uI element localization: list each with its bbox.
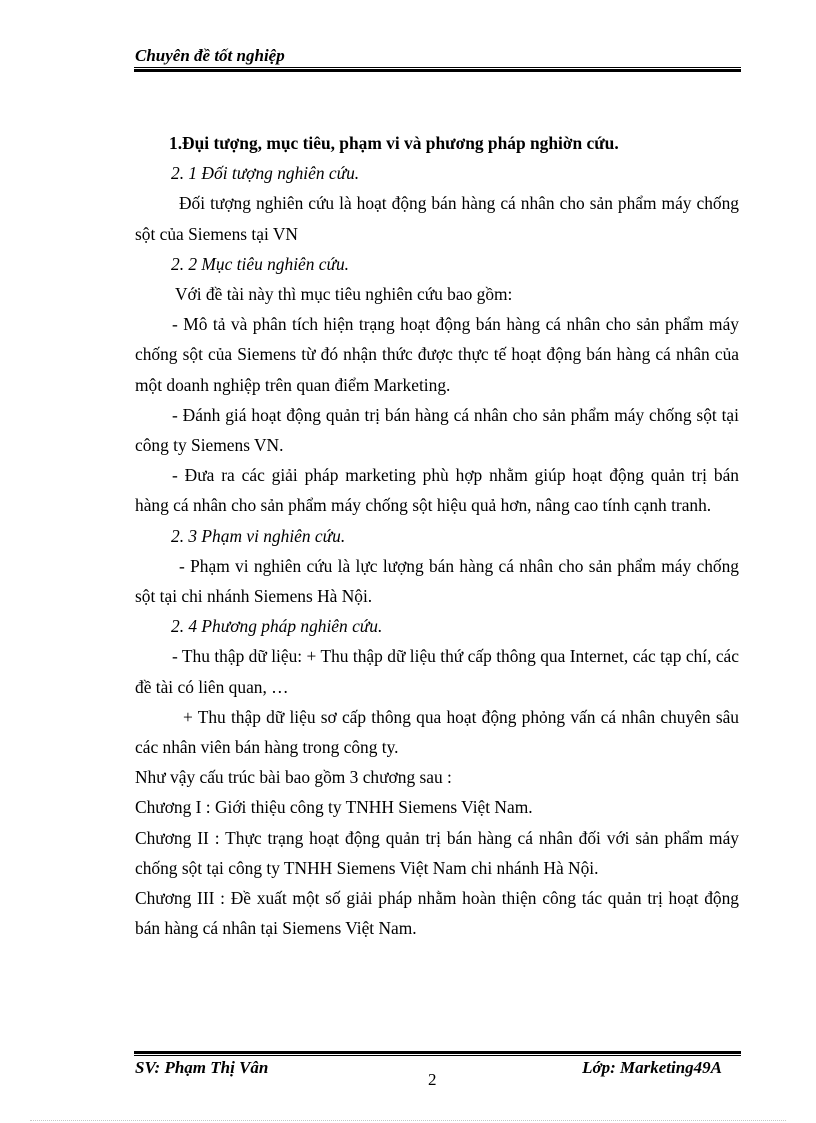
page-number: 2	[428, 1070, 437, 1089]
chapter-2: Chương II : Thực trạng hoạt động quản trị bán hàng cá nhân đối với sản phẩm máy chống sột tại công ty TNHH Siemens Việt Nam chi nhánh Hà Nội.	[135, 827, 739, 878]
structure-intro: Như vậy cấu trúc bài bao gồm 3 chương sau :	[135, 767, 452, 788]
header-title: Chuyên đề tốt nghiệp	[135, 46, 285, 65]
section-heading: 1.Đụi tượng, mục tiêu, phạm vi và phương pháp nghiờn cứu.	[169, 133, 619, 153]
paragraph-2-4-a: - Thu thập dữ liệu: + Thu thập dữ liệu thứ cấp thông qua Internet, các tạp chí, các đề tài có liên quan, …	[135, 646, 739, 697]
paragraph-2-4-b: + Thu thập dữ liệu sơ cấp thông qua hoạt động phỏng vấn cá nhân chuyên sâu các nhân viên bán hàng trong công ty.	[135, 706, 739, 758]
subsection-title-2-3: 2. 3 Phạm vi nghiên cứu.	[171, 525, 346, 546]
header-rule-thick	[134, 69, 741, 72]
header-rule-thin	[134, 67, 741, 68]
paragraph-2-2-a: - Mô tả và phân tích hiện trạng hoạt động bán hàng cá nhân cho sản phẩm máy chống sột của Siemens từ đó nhận thức được thực tế hoạt động bán hàng cá nhân của một doanh nghiệp trên quan điểm Marketing.	[135, 314, 739, 395]
subsection-title-2-4: 2. 4 Phương pháp nghiên cứu.	[171, 616, 383, 637]
footer-student-name: SV: Phạm Thị Vân	[135, 1058, 269, 1077]
footer-class-name: Lớp: Marketing49A	[582, 1058, 722, 1077]
subsection-title-2-2: 2. 2 Mục tiêu nghiên cứu.	[171, 253, 350, 274]
chapter-1: Chương I : Giới thiệu công ty TNHH Siemens Việt Nam.	[135, 797, 533, 818]
document-body	[135, 128, 739, 943]
page-bottom-border	[30, 1120, 786, 1121]
paragraph-2-2-b: - Đánh giá hoạt động quản trị bán hàng cá nhân cho sản phẩm máy chống sột tại công ty Siemens VN.	[135, 404, 739, 456]
footer-rule-thin	[134, 1055, 741, 1056]
subsection-title-2-1: 2. 1 Đối tượng nghiên cứu.	[171, 163, 360, 184]
footer-rule-thick	[134, 1051, 741, 1054]
chapter-3: Chương III : Đề xuất một số giải pháp nhằm hoàn thiện công tác quản trị hoạt động bán hàng cá nhân tại Siemens Việt Nam.	[135, 888, 739, 939]
paragraph-2-1: Đối tượng nghiên cứu là hoạt động bán hàng cá nhân cho sản phẩm máy chống sột của Siemens tại VN	[135, 193, 739, 244]
paragraph-2-2-c: - Đưa ra các giải pháp marketing phù hợp nhằm giúp hoạt động quản trị bán hàng cá nhân cho sản phẩm máy chống sột hiệu quả hơn, nâng cao tính cạnh tranh.	[135, 465, 739, 516]
paragraph-2-2-intro: Với đề tài này thì mục tiêu nghiên cứu bao gồm:	[175, 284, 513, 305]
paragraph-2-3: - Phạm vi nghiên cứu là lực lượng bán hàng cá nhân cho sản phẩm máy chống sột tại chi nhánh Siemens Hà Nội.	[135, 555, 739, 607]
